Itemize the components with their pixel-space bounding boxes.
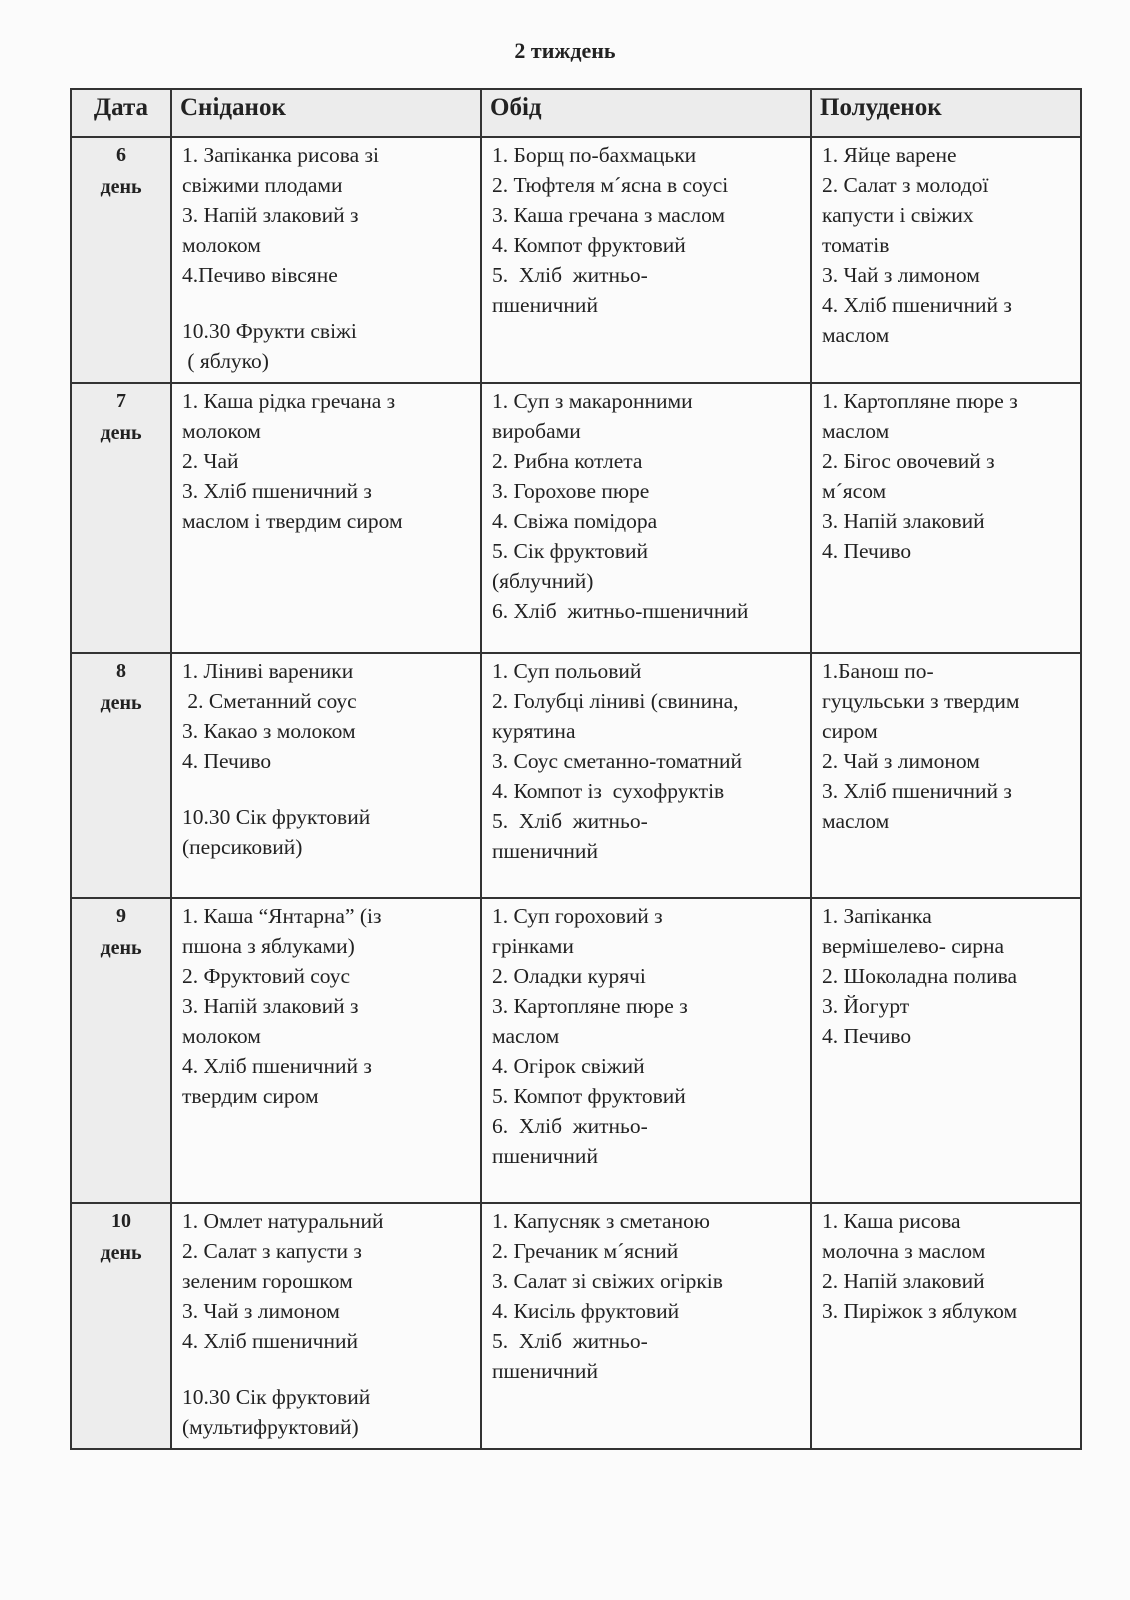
- menu-item: 2. Чай з лимоном: [822, 749, 980, 773]
- menu-item: 1. Запіканка: [822, 904, 932, 928]
- menu-item: маслом і твердим сиром: [182, 509, 403, 533]
- menu-item: 3. Хліб пшеничний з: [822, 779, 1012, 803]
- day-label: день: [100, 422, 142, 444]
- day-number: 7: [116, 390, 126, 412]
- menu-item: пшеничний: [492, 293, 598, 317]
- menu-item: м´ясом: [822, 479, 887, 503]
- breakfast-cell: [171, 383, 481, 653]
- menu-item: 3. Салат зі свіжих огірків: [492, 1269, 723, 1293]
- menu-item: 3. Напій злаковий з: [182, 994, 359, 1018]
- menu-item: 2. Салат з молодої: [822, 173, 989, 197]
- lunch-cell: [481, 653, 811, 898]
- menu-item: 4. Кисіль фруктовий: [492, 1299, 680, 1323]
- menu-item: грінками: [492, 934, 574, 958]
- menu-item: 3. Соус сметанно-томатний: [492, 749, 743, 773]
- menu-item: 4. Печиво: [182, 749, 272, 773]
- menu-item: молочна з маслом: [822, 1239, 986, 1263]
- menu-item: 1. Омлет натуральний: [182, 1209, 384, 1233]
- menu-item: 1. Капусняк з сметаною: [492, 1209, 710, 1233]
- extra-snack-item: 10.30 Фрукти свіжі: [182, 319, 357, 343]
- menu-item: 4. Огірок свіжий: [492, 1054, 645, 1078]
- spacer: [182, 1356, 470, 1382]
- menu-item: виробами: [492, 419, 581, 443]
- day-number: 8: [116, 660, 126, 682]
- menu-item: 3. Йогурт: [822, 994, 910, 1018]
- menu-item: 6. Хліб житньо-пшеничний: [492, 599, 749, 623]
- menu-item: 1. Каша рисова: [822, 1209, 961, 1233]
- menu-item: 2. Шоколадна полива: [822, 964, 1018, 988]
- menu-item: 5. Хліб житньо-: [492, 263, 648, 287]
- menu-item: 4. Печиво: [822, 539, 912, 563]
- menu-item: вермішелево- сирна: [822, 934, 1005, 958]
- day-number: 6: [116, 144, 126, 166]
- menu-item: 3. Хліб пшеничний з: [182, 479, 372, 503]
- menu-item: 2. Чай: [182, 449, 239, 473]
- table-row: [71, 898, 1081, 1203]
- menu-item: 4. Свіжа помідора: [492, 509, 658, 533]
- menu-item: 1. Каша рідка гречана з: [182, 389, 396, 413]
- page-title: 2 тиждень: [514, 38, 616, 63]
- lunch-cell: [481, 137, 811, 383]
- day-label: день: [100, 937, 142, 959]
- menu-item: 4. Компот фруктовий: [492, 233, 686, 257]
- menu-item: молоком: [182, 419, 261, 443]
- menu-item: пшеничний: [492, 839, 598, 863]
- day-label: день: [100, 692, 142, 714]
- menu-item: маслом: [822, 419, 890, 443]
- day-label: день: [100, 176, 142, 198]
- menu-item: 3. Горохове пюре: [492, 479, 650, 503]
- extra-snack-item: (мультифруктовий): [182, 1415, 359, 1439]
- menu-item: (яблучний): [492, 569, 594, 593]
- menu-item: 1. Суп польовий: [492, 659, 642, 683]
- menu-item: 2. Оладки курячі: [492, 964, 646, 988]
- menu-item: 1. Суп з макаронними: [492, 389, 693, 413]
- menu-item: 2. Тюфтеля м´ясна в соусі: [492, 173, 729, 197]
- menu-item: 6. Хліб житньо-: [492, 1114, 648, 1138]
- header-snack: Полуденок: [811, 89, 1081, 137]
- header-date: Дата: [71, 89, 171, 137]
- snack-cell: [811, 1203, 1081, 1449]
- menu-item: 5. Хліб житньо-: [492, 1329, 648, 1353]
- day-cell: [71, 1203, 171, 1449]
- menu-item: сиром: [822, 719, 878, 743]
- day-label: день: [100, 1242, 142, 1264]
- menu-item: томатів: [822, 233, 890, 257]
- lunch-cell: [481, 898, 811, 1203]
- menu-item: твердим сиром: [182, 1084, 319, 1108]
- menu-item: пшеничний: [492, 1359, 598, 1383]
- header-breakfast: Сніданок: [171, 89, 481, 137]
- snack-cell: [811, 898, 1081, 1203]
- menu-item: гуцульськи з твердим: [822, 689, 1020, 713]
- menu-item: 2. Сметанний соус: [182, 689, 357, 713]
- spacer: [182, 776, 470, 802]
- day-cell: [71, 653, 171, 898]
- lunch-cell: [481, 1203, 811, 1449]
- menu-item: 1. Каша “Янтарна” (із: [182, 904, 382, 928]
- menu-item: 2. Салат з капусти з: [182, 1239, 362, 1263]
- day-cell: [71, 898, 171, 1203]
- menu-item: 1. Запіканка рисова зі: [182, 143, 380, 167]
- menu-item: 4. Компот із сухофруктів: [492, 779, 725, 803]
- menu-item: 3. Каша гречана з маслом: [492, 203, 726, 227]
- menu-item: молоком: [182, 233, 261, 257]
- menu-item: 4.Печиво вівсяне: [182, 263, 338, 287]
- breakfast-cell: [171, 1203, 481, 1449]
- menu-item: 1. Яйце варене: [822, 143, 957, 167]
- menu-item: пшона з яблуками): [182, 934, 355, 958]
- menu-item: 1.Банош по-: [822, 659, 934, 683]
- breakfast-cell: [171, 653, 481, 898]
- menu-item: 1. Борщ по-бахмацьки: [492, 143, 697, 167]
- breakfast-cell: [171, 137, 481, 383]
- menu-item: маслом: [822, 809, 890, 833]
- menu-item: 2. Фруктовий соус: [182, 964, 351, 988]
- snack-cell: [811, 383, 1081, 653]
- menu-item: капусти і свіжих: [822, 203, 974, 227]
- snack-cell: [811, 653, 1081, 898]
- extra-snack-item: (персиковий): [182, 835, 303, 859]
- menu-item: 4. Хліб пшеничний з: [822, 293, 1012, 317]
- menu-item: 3. Чай з лимоном: [182, 1299, 340, 1323]
- menu-item: 2. Бігос овочевий з: [822, 449, 995, 473]
- lunch-cell: [481, 383, 811, 653]
- menu-item: молоком: [182, 1024, 261, 1048]
- menu-item: зеленим горошком: [182, 1269, 353, 1293]
- menu-item: 3. Какао з молоком: [182, 719, 356, 743]
- menu-item: 4. Хліб пшеничний: [182, 1329, 358, 1353]
- snack-cell: [811, 137, 1081, 383]
- extra-snack-item: 10.30 Сік фруктовий: [182, 1385, 371, 1409]
- menu-item: маслом: [492, 1024, 560, 1048]
- day-cell: [71, 383, 171, 653]
- menu-item: свіжими плодами: [182, 173, 343, 197]
- menu-item: 5. Сік фруктовий: [492, 539, 648, 563]
- menu-item: маслом: [822, 323, 890, 347]
- table-row: [71, 1203, 1081, 1449]
- header-row: [71, 89, 1081, 137]
- table-row: [71, 383, 1081, 653]
- menu-item: 3. Пиріжок з яблуком: [822, 1299, 1018, 1323]
- menu-item: 5. Компот фруктовий: [492, 1084, 686, 1108]
- table-row: [71, 653, 1081, 898]
- day-number: 9: [116, 905, 126, 927]
- menu-item: 2. Рибна котлета: [492, 449, 643, 473]
- day-cell: [71, 137, 171, 383]
- menu-item: 5. Хліб житньо-: [492, 809, 648, 833]
- menu-item: 3. Чай з лимоном: [822, 263, 980, 287]
- extra-snack-item: 10.30 Сік фруктовий: [182, 805, 371, 829]
- header-lunch: Обід: [481, 89, 811, 137]
- menu-item: курятина: [492, 719, 576, 743]
- menu-item: 3. Напій злаковий з: [182, 203, 359, 227]
- day-number: 10: [111, 1210, 131, 1232]
- menu-item: 4. Печиво: [822, 1024, 912, 1048]
- menu-item: 2. Напій злаковий: [822, 1269, 985, 1293]
- menu-item: 2. Голубці ліниві (свинина,: [492, 689, 739, 713]
- breakfast-cell: [171, 898, 481, 1203]
- menu-body: [71, 137, 1081, 1449]
- spacer: [182, 290, 470, 316]
- menu-table: [70, 88, 1082, 1450]
- menu-item: 1. Картопляне пюре з: [822, 389, 1018, 413]
- menu-item: 3. Картопляне пюре з: [492, 994, 688, 1018]
- extra-snack-item: ( яблуко): [182, 349, 269, 373]
- table-row: [71, 137, 1081, 383]
- menu-item: пшеничний: [492, 1144, 598, 1168]
- menu-item: 2. Гречаник м´ясний: [492, 1239, 679, 1263]
- menu-item: 4. Хліб пшеничний з: [182, 1054, 372, 1078]
- menu-item: 3. Напій злаковий: [822, 509, 985, 533]
- menu-item: 1. Суп гороховий з: [492, 904, 663, 928]
- menu-item: 1. Ліниві вареники: [182, 659, 354, 683]
